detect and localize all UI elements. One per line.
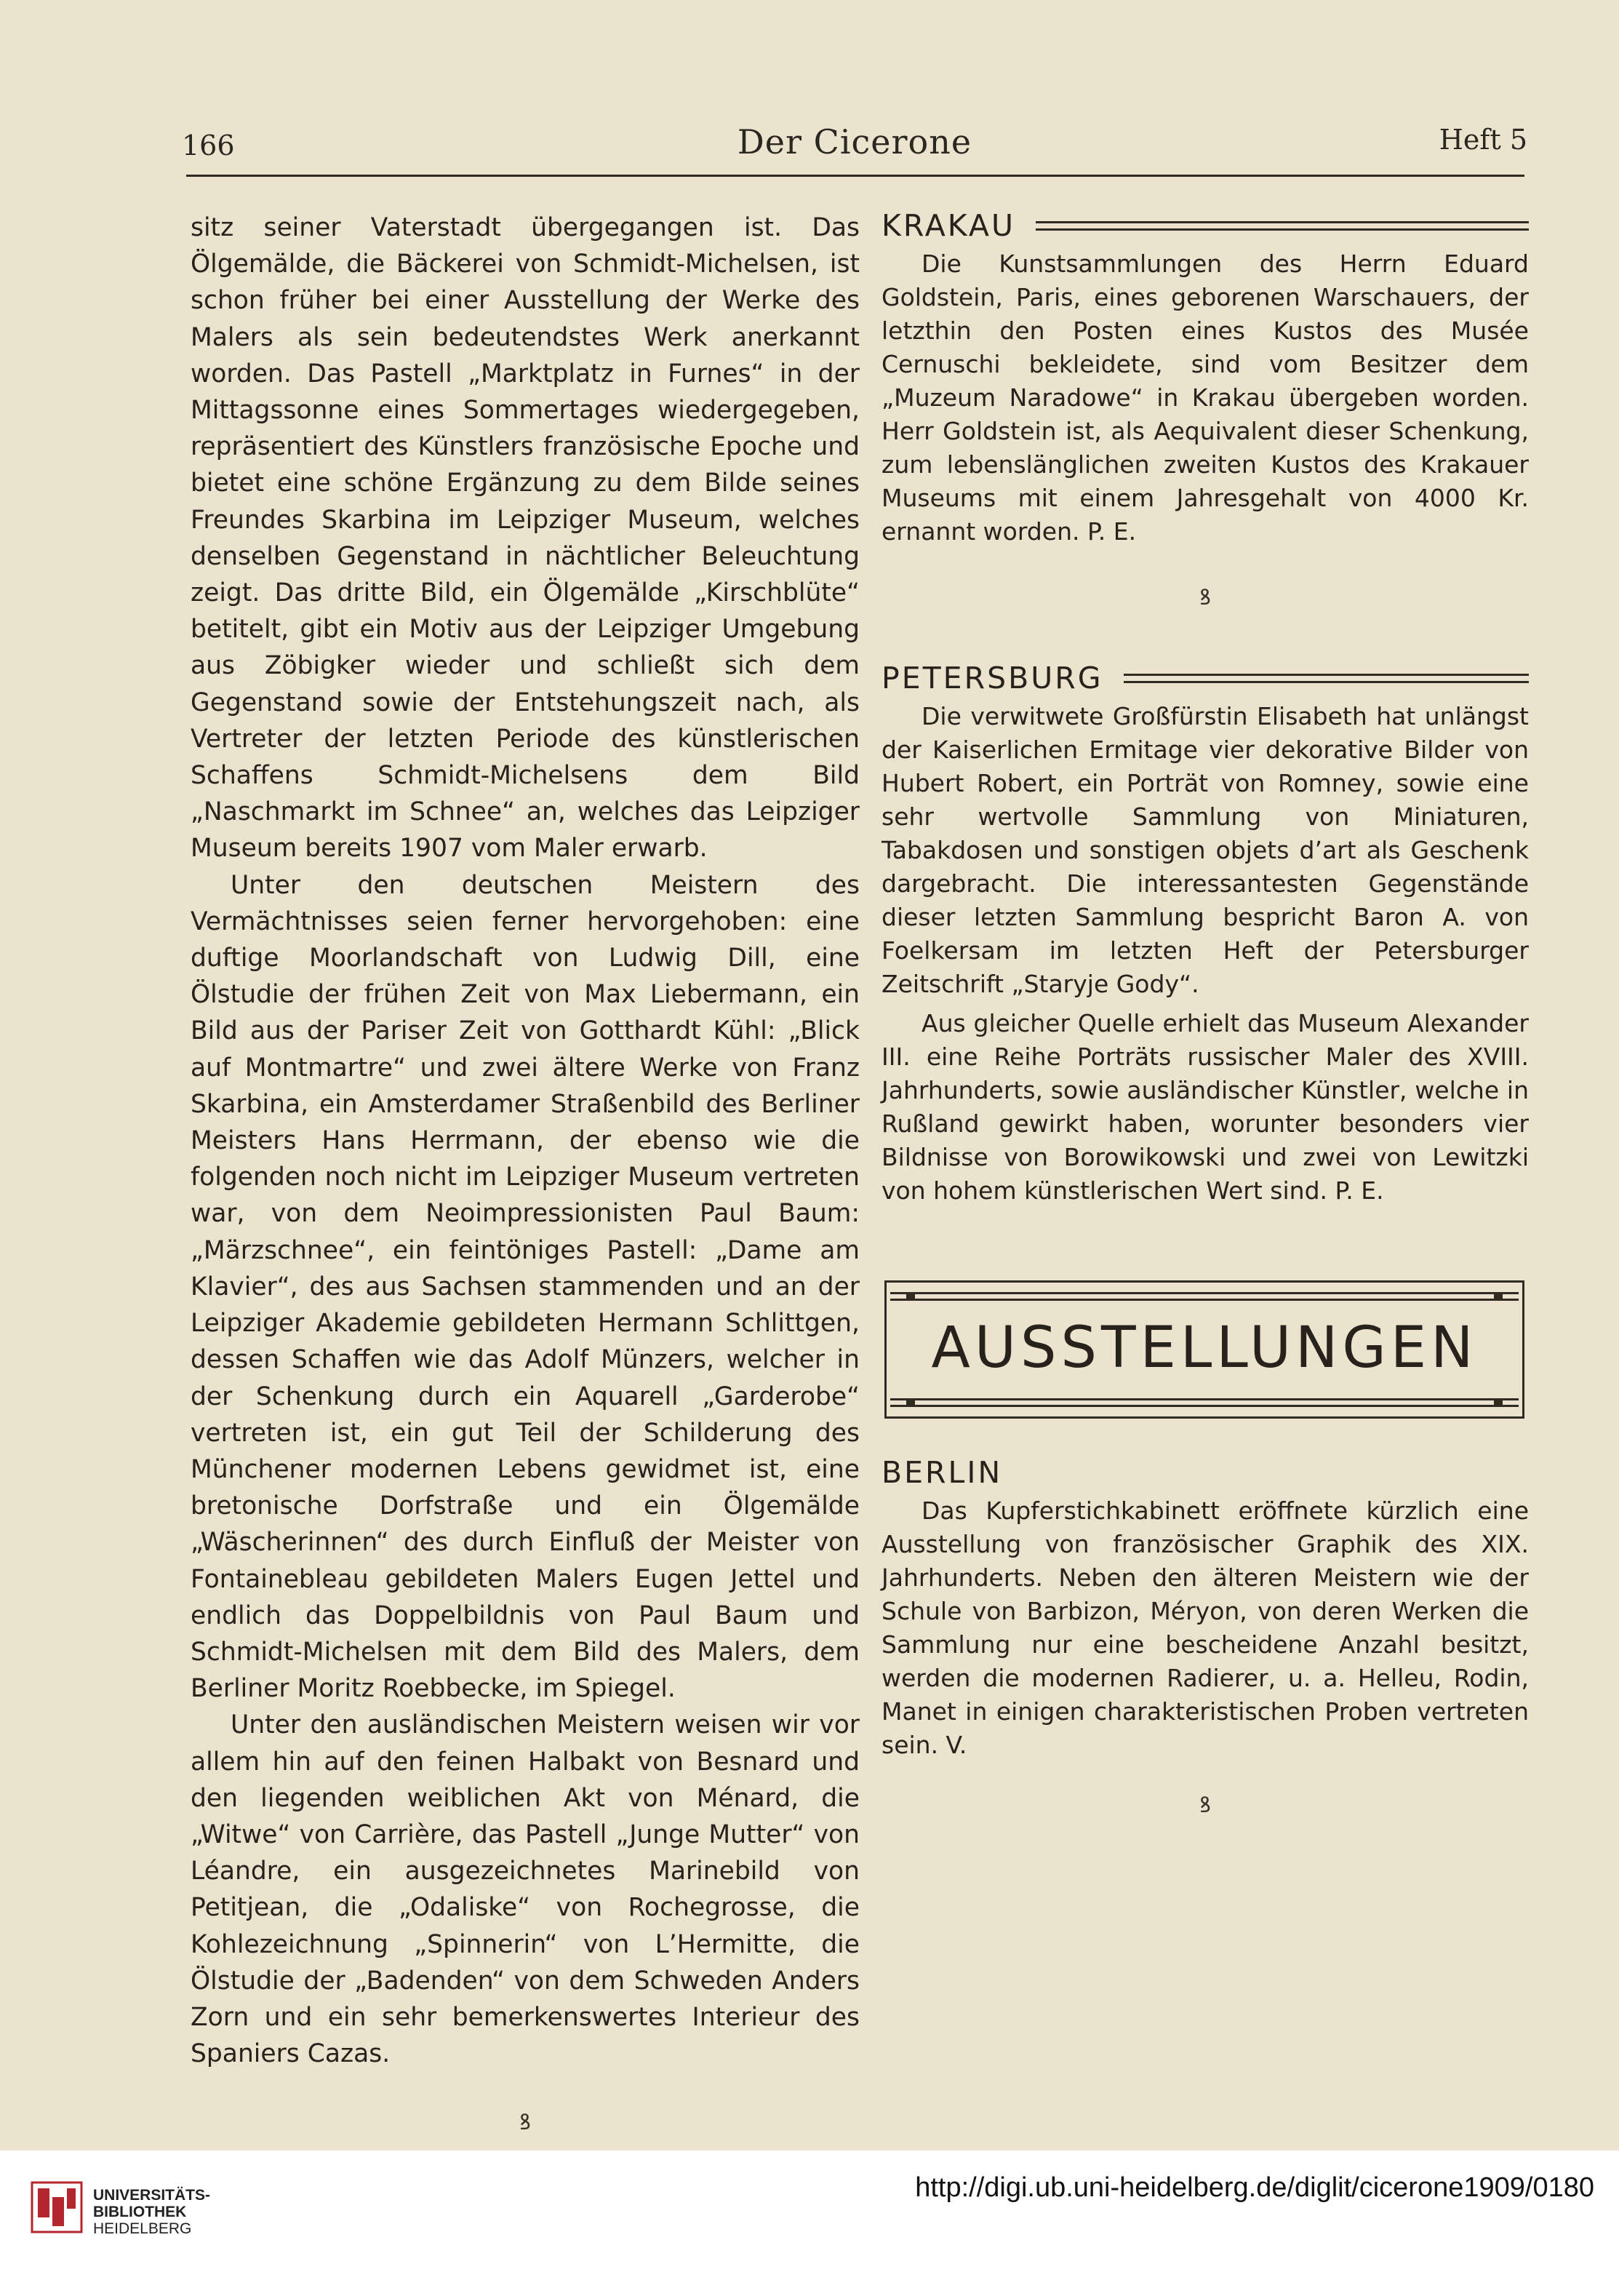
- source-url-link[interactable]: http://digi.ub.uni-heidelberg.de/diglit/cicerone1909/0180: [915, 2172, 1594, 2203]
- banner-ornament-dot: [906, 1398, 915, 1407]
- banner-band: [890, 1398, 1519, 1407]
- journal-title: Der Cicerone: [737, 122, 972, 162]
- paragraph: Unter den ausländischen Meistern weisen wir vor allem hin auf den feinen Halbakt von Besnard und den liegenden weiblichen Akt von Ménard, die „Witwe“ von Carrière, das Pastell „Junge Mutter“ von Léandre, ein ausgezeichnetes Marinebild von Petitjean, die „Odaliske“ von Rochegrosse, die Kohlezeichnung „Spinnerin“ von L’Hermitte, die Ölstudie der „Badenden“ von dem Schweden Anders Zorn und ein sehr bemerkenswertes Interieur des Spaniers Cazas.: [191, 1710, 860, 2069]
- paragraph: Unter den deutschen Meistern des Vermächtnisses seien ferner hervorgehoben: eine duftige Moorlandschaft von Ludwig Dill, eine Ölstudie der frühen Zeit von Max Liebermann, ein Bild aus der Pariser Zeit von Gotthardt Kühl: „Blick auf Montmartre“ und zwei ältere Werke von Franz Skarbina, ein Amsterdamer Straßenbild des Berliner Meisters Hans Herrmann, der ebenso wie die folgenden noch nicht im Leipziger Museum vertreten war, von dem Neoimpressionisten Paul Baum: „Märzschnee“, ein feintöniges Pastell: „Dame am Klavier“, des aus Sachsen stammenden und an der Leipziger Akademie gebildeten Hermann Schlittgen, dessen Schaffen wie das Adolf Münzers, welcher in der Schenkung durch ein Aquarell „Garderobe“ vertreten ist, ein gut Teil der Schilderung des Münchener modernen Lebens gewidmet ist, eine bretonische Dorfstraße und ein Ölgemälde „Wäscherinnen“ des durch Einfluß der Meister von Fontainebleau gebildeten Malers Eugen Jettel und endlich das Doppelbildnis von Paul Baum und Schmidt-Michelsen mit dem Bild des Malers, dem Berliner Moritz Roebbecke, im Spiegel.: [191, 870, 860, 1704]
- issue-label: Heft 5: [1439, 124, 1527, 156]
- library-name: [93, 2187, 210, 2237]
- left-column: [191, 210, 860, 2145]
- section-heading-krakau: [882, 204, 1529, 247]
- paragraph: Die Kunstsammlungen des Herrn Eduard Goldstein, Paris, eines geborenen Warschauers, der letzthin den Posten eines Kustos des Musée Cernuschi bekleidete, sind vom Besitzer dem „Muzeum Naradowe“ in Krakau übergeben worden. Herr Goldstein ist, als Aequivalent dieser Schenkung, zum lebenslänglichen zweiten Kustos des Krakauer Museums mit einem Jahresgehalt von 4000 Kr. ernannt worden. P. E.: [882, 250, 1529, 546]
- section-title: BERLIN: [882, 1455, 1003, 1490]
- right-column: [882, 204, 1529, 1827]
- banner-ornament-dot: [906, 1292, 915, 1301]
- library-name-line: UNIVERSITÄTS-: [93, 2187, 211, 2204]
- paragraph: Das Kupferstichkabinett eröffnete kürzlich eine Ausstellung von französischer Graphik des XIX. Jahrhunderts. Neben den älteren Meistern wie der Schule von Barbizon, Méryon, von deren Werken die Sammlung nur eine bescheidene Anzahl besitzt, werden die modernen Radierer, u. a. Helleu, Rodin, Manet in einigen charakteristischen Proben vertreten sein. V.: [882, 1496, 1529, 1759]
- page-number: 166: [182, 129, 235, 162]
- section-title: KRAKAU: [882, 208, 1015, 243]
- banner-band: [890, 1292, 1519, 1301]
- university-library-logo-icon: [31, 2181, 83, 2233]
- paragraph: sitz seiner Vaterstadt übergegangen ist. Das Ölgemälde, die Bäckerei von Schmidt-Michelsen, ist schon früher bei einer Ausstellung der Werke des Malers als sein bedeutendstes Werk anerkannt worden. Das Pastell „Marktplatz in Furnes“ in der Mittagssonne eines Sommertages wiedergegeben, repräsentiert des Künstlers französische Epoche und bietet eine schöne Ergänzung zu dem Bilde seines Freundes Skarbina im Leipziger Museum, welches denselben Gegenstand in nächtlicher Beleuchtung zeigt. Das dritte Bild, ein Ölgemälde „Kirschblüte“ betitelt, gibt ein Motiv aus der Leipziger Umgebung aus Zöbigker wieder und schließt sich dem Gegenstand sowie der Entstehungszeit nach, als Vertreter der letzten Periode des künstlerischen Schaffens Schmidt-Michelsens dem Bild „Naschmarkt im Schnee“ an, welches das Leipziger Museum bereits 1907 vom Maler erwarb.: [191, 213, 860, 864]
- banner-ornament-dot: [1494, 1292, 1503, 1301]
- double-rule: [1036, 221, 1529, 231]
- exhibitions-banner: [884, 1280, 1524, 1419]
- double-rule: [1124, 674, 1530, 683]
- section-ornament: ꝸ: [1199, 1793, 1211, 1818]
- running-head: [182, 122, 1527, 166]
- section-title: PETERSBURG: [882, 661, 1103, 695]
- banner-ornament-dot: [1494, 1398, 1503, 1407]
- section-heading-berlin: [882, 1451, 1529, 1494]
- section-ornament: ꝸ: [519, 2110, 531, 2136]
- paragraph: Die verwitwete Großfürstin Elisabeth hat unlängst der Kaiserlichen Ermitage vier dekorative Bilder von Hubert Robert, ein Porträt von Romney, sowie eine sehr wertvolle Sammlung von Miniaturen, Tabakdosen und sonstigen objets d’art als Geschenk dargebracht. Die interessantesten Gegenstände dieser letzten Sammlung bespricht Baron A. von Foelkersam im letzten Heft der Petersburger Zeitschrift „Staryje Gody“.: [882, 702, 1529, 998]
- exhibitions-title: AUSSTELLUNGEN: [931, 1315, 1478, 1381]
- library-name-line: BIBLIOTHEK: [93, 2204, 187, 2220]
- header-rule: [186, 175, 1524, 177]
- section-ornament: ꝸ: [1199, 585, 1211, 610]
- section-heading-petersburg: [882, 656, 1529, 700]
- digitization-footer: [0, 2150, 1619, 2296]
- library-name-line: HEIDELBERG: [93, 2220, 192, 2237]
- paragraph: Aus gleicher Quelle erhielt das Museum Alexander III. eine Reihe Porträts russischer Maler des XVIII. Jahrhunderts, sowie ausländischer Künstler, welche in Rußland gewirkt haben, worunter besonders vier Bildnisse von Borowikowski und zwei von Lewitzki von hohem künstlerischen Wert sind. P. E.: [882, 1009, 1529, 1205]
